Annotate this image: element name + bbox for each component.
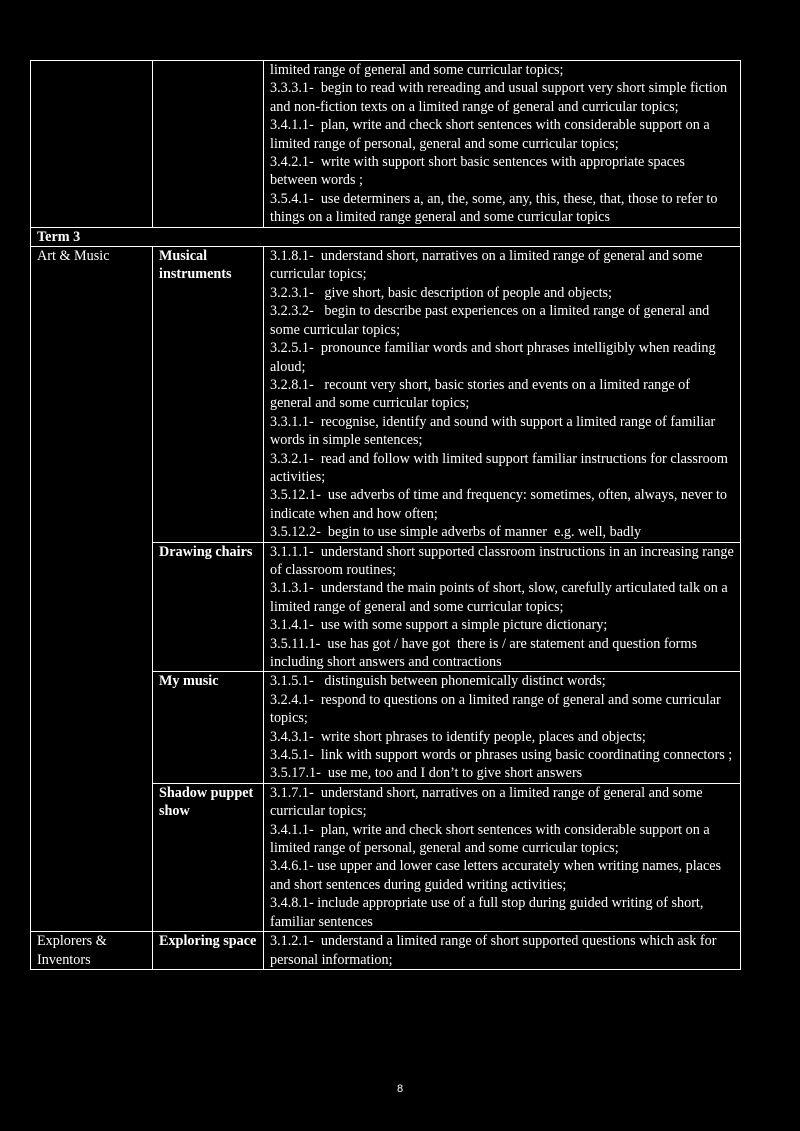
standard-item: 3.4.2.1- write with support short basic sentences with appropriate spaces between words ; <box>270 154 689 189</box>
topic-cell <box>153 61 264 228</box>
topic-cell: Shadow puppet show <box>153 783 264 931</box>
standard-item: 3.4.1.1- plan, write and check short sentences with considerable support on a limited range of personal, general and some curricular topics; <box>270 821 714 857</box>
standard-item: 3.1.5.1- distinguish between phonemically distinct words; <box>270 673 606 690</box>
standard-item: 3.1.2.1- understand a limited range of short supported questions which ask for personal information; <box>270 933 720 968</box>
theme-cell <box>31 61 153 228</box>
standard-item: 3.1.3.1- understand the main points of short, slow, carefully articulated talk on a limited range of general and some curricular topics; <box>270 580 732 615</box>
standard-item: 3.1.1.1- understand short supported classroom instructions in an increasing range of classroom routines; <box>270 543 738 578</box>
standard-item: 3.2.4.1- respond to questions on a limited range of general and some curricular topics; <box>270 691 725 727</box>
theme-cell: Art & Music <box>31 247 153 932</box>
standards-cell <box>264 783 741 931</box>
standard-item: limited range of general and some curricular topics; <box>270 62 564 78</box>
page-number: 8 <box>396 1083 404 1095</box>
standard-item: 3.1.7.1- understand short, narratives on a limited range of general and some curricular topics; <box>270 784 707 820</box>
standard-item: 3.3.2.1- read and follow with limited support familiar instructions for classroom activities; <box>270 450 732 485</box>
topic-cell: Musical instruments <box>153 247 264 543</box>
standards-cell <box>264 672 741 783</box>
standard-item: 3.2.8.1- recount very short, basic stories and events on a limited range of general and some curricular topics; <box>270 376 694 412</box>
standard-item: 3.5.11.1- use has got / have got there is / are statement and question forms including short answers and contractions <box>270 635 701 670</box>
standard-item: 3.5.12.1- use adverbs of time and frequency: sometimes, often, always, never to indicate when and how often; <box>270 487 731 522</box>
standard-item: 3.5.4.1- use determiners a, an, the, some, any, this, these, that, those to refer to things on a limited range general and some curricular topics <box>270 190 721 226</box>
standard-item: 3.1.8.1- understand short, narratives on a limited range of general and some curricular topics; <box>270 248 707 283</box>
standards-cell <box>264 61 741 228</box>
table-row <box>31 247 741 543</box>
topic-cell: Exploring space <box>153 932 264 970</box>
standard-item: 3.5.17.1- use me, too and I don’t to give short answers <box>270 765 583 782</box>
topic-cell: Drawing chairs <box>153 542 264 672</box>
topic-cell: My music <box>153 672 264 783</box>
standard-item: 3.3.1.1- recognise, identify and sound with support a limited range of familiar words in simple sentences; <box>270 413 719 449</box>
standard-item: 3.4.1.1- plan, write and check short sentences with considerable support on a limited range of personal, general and some curricular topics; <box>270 117 714 152</box>
theme-cell: Explorers & Inventors <box>31 932 153 970</box>
standard-item: 3.2.3.1- give short, basic description of people and objects; <box>270 284 612 301</box>
term-label: Term 3 <box>31 227 741 246</box>
standard-item: 3.4.8.1- include appropriate use of a full stop during guided writing of short, familiar sentences <box>270 895 707 930</box>
standard-item: 3.4.3.1- write short phrases to identify people, places and objects; <box>270 728 646 745</box>
standard-item: 3.1.4.1- use with some support a simple picture dictionary; <box>270 617 608 634</box>
standards-cell <box>264 542 741 672</box>
curriculum-table <box>30 60 741 970</box>
table-row <box>31 61 741 228</box>
standard-item: 3.3.3.1- begin to read with rereading and usual support very short simple fiction and non-fiction texts on a limited range of general and curricular topics; <box>270 80 731 115</box>
term-row <box>31 227 741 246</box>
standard-item: 3.4.5.1- link with support words or phrases using basic coordinating connectors ; <box>270 747 733 764</box>
standard-item: 3.2.5.1- pronounce familiar words and short phrases intelligibly when reading aloud; <box>270 340 720 375</box>
standards-cell <box>264 932 741 970</box>
standard-item: 3.4.6.1- use upper and lower case letters accurately when writing names, places and short sentences during guided writing activities; <box>270 858 725 893</box>
standard-item: 3.2.3.2- begin to describe past experiences on a limited range of general and some curricular topics; <box>270 303 713 338</box>
standard-item: 3.5.12.2- begin to use simple adverbs of manner e.g. well, badly <box>270 524 642 541</box>
standards-cell <box>264 247 741 543</box>
table-row <box>31 932 741 970</box>
